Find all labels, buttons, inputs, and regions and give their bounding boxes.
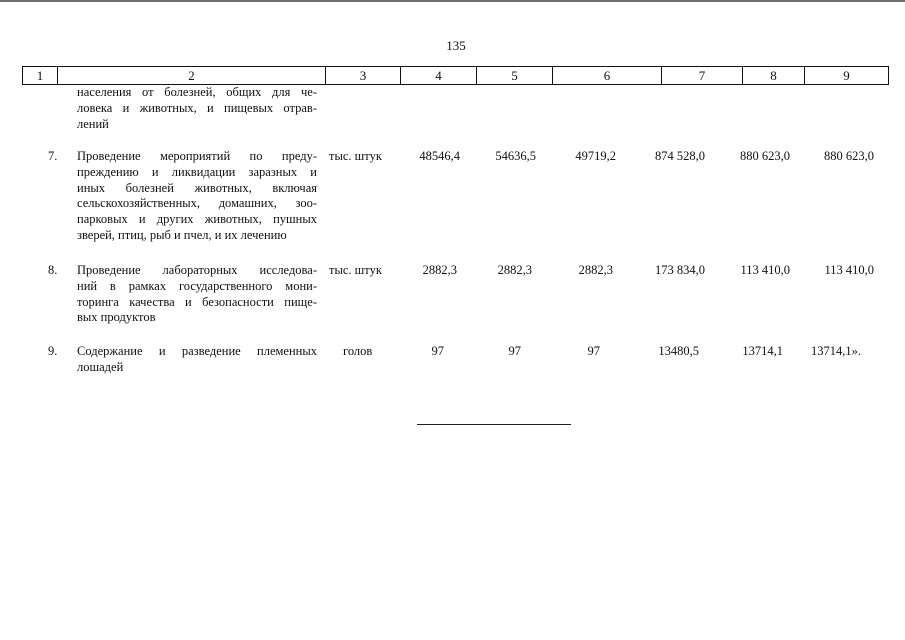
column-header-9: 9 [804, 67, 889, 84]
description-line: преждению и ликвидации заразных и [77, 164, 317, 179]
description-line: вых продуктов [77, 310, 156, 325]
row-index: 9. [48, 344, 58, 358]
table-column-header-row [22, 66, 889, 85]
value-col-6: 97 [587, 344, 600, 358]
description-line: зверей, птиц, рыб и пчел, и их лечению [77, 227, 287, 242]
value-col-5: 54636,5 [495, 149, 536, 163]
value-col-5: 97 [508, 344, 521, 358]
column-header-3: 3 [325, 67, 400, 84]
description-line: Содержание и разведение племенных [77, 344, 317, 358]
value-col-4: 2882,3 [422, 263, 457, 277]
description-line: лений [77, 116, 109, 131]
value-col-6: 49719,2 [575, 149, 616, 163]
value-col-6: 2882,3 [578, 263, 613, 277]
page-top-edge [0, 0, 905, 2]
table-row-continuation-description [77, 85, 317, 132]
row-unit: тыс. штук [329, 149, 382, 163]
value-col-7: 173 834,0 [655, 263, 705, 277]
description-line: лошадей [77, 359, 124, 374]
row-description [77, 263, 317, 326]
description-line: парковых и других животных, пушных [77, 212, 317, 227]
row-index: 7. [48, 149, 58, 163]
column-header-8: 8 [742, 67, 804, 84]
value-col-4: 48546,4 [419, 149, 460, 163]
column-header-2: 2 [57, 67, 325, 84]
row-description [77, 149, 317, 244]
value-col-9: 113 410,0 [824, 263, 874, 277]
row-description [77, 344, 317, 376]
description-line: населения от болезней, общих для че- [77, 85, 317, 99]
column-header-5: 5 [476, 67, 552, 84]
value-col-8: 113 410,0 [740, 263, 790, 277]
row-index: 8. [48, 263, 58, 277]
value-col-9: 880 623,0 [824, 149, 874, 163]
column-header-1: 1 [22, 67, 57, 84]
description-line: ний в рамках государственного мони- [77, 278, 317, 293]
page-number: 135 [446, 38, 466, 53]
value-col-7: 874 528,0 [655, 149, 705, 163]
value-col-8: 13714,1 [742, 344, 783, 358]
description-line: ловека и животных, и пищевых отрав- [77, 100, 317, 115]
value-col-5: 2882,3 [497, 263, 532, 277]
value-col-9: 13714,1». [811, 344, 861, 358]
footnote-separator-line [417, 424, 571, 425]
description-line: Проведение лабораторных исследова- [77, 263, 317, 277]
description-line: иных болезней животных, включая [77, 180, 317, 195]
column-header-7: 7 [661, 67, 742, 84]
description-line: Проведение мероприятий по преду- [77, 149, 317, 163]
row-unit: тыс. штук [329, 263, 382, 277]
value-col-4: 97 [431, 344, 444, 358]
column-header-6: 6 [552, 67, 661, 84]
description-line: торинга качества и безопасности пище- [77, 294, 317, 309]
row-unit: голов [343, 344, 373, 358]
description-line: сельскохозяйственных, домашних, зоо- [77, 196, 317, 211]
value-col-7: 13480,5 [658, 344, 699, 358]
column-header-4: 4 [400, 67, 476, 84]
value-col-8: 880 623,0 [740, 149, 790, 163]
